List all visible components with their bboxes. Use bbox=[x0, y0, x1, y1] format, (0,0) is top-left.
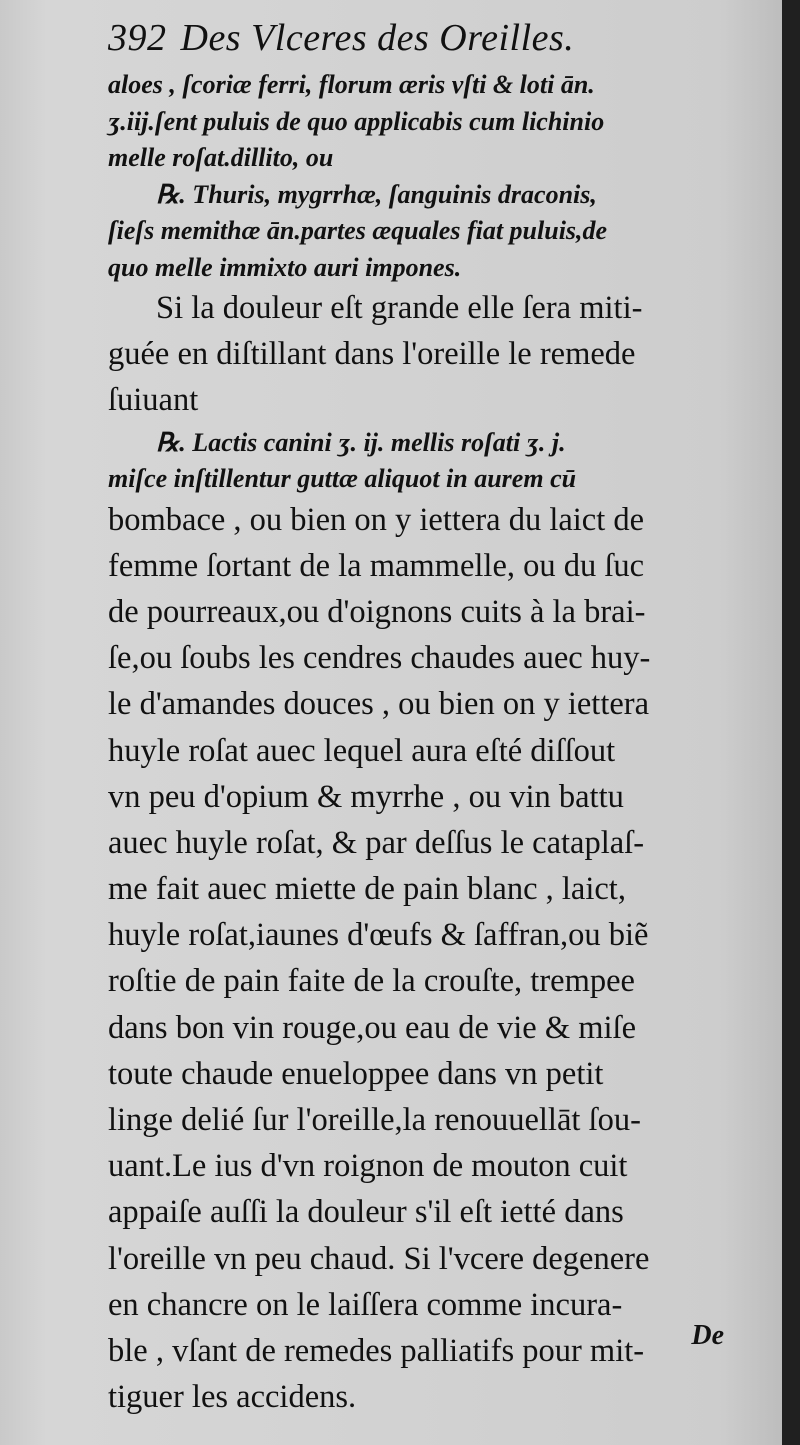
latin-text-line: ℞. Thuris, mygrrhæ, ſanguinis draconis, bbox=[156, 179, 597, 209]
text-line: uant.Le ius d'vn roignon de mouton cuit bbox=[108, 1148, 628, 1185]
page-edge-shadow bbox=[782, 0, 800, 1445]
latin-text-line: miſce inſtillentur guttæ aliquot in aurem cū bbox=[108, 464, 577, 494]
text-line: huyle roſat auec lequel aura eſté diſſout bbox=[108, 732, 616, 769]
text-line: ſuiuant bbox=[108, 382, 199, 419]
text-line: huyle roſat,iaunes d'œufs & ſaffran,ou biẽ bbox=[108, 917, 649, 954]
text-line: ble , vſant de remedes palliatifs pour mit- bbox=[108, 1332, 645, 1369]
text-line: vn peu d'opium & myrrhe , ou vin battu bbox=[108, 778, 624, 815]
text-line: Si la douleur eſt grande elle ſera miti- bbox=[156, 290, 643, 326]
page-number: 392 bbox=[108, 17, 167, 59]
latin-text-line: ʒ.iij.ſent puluis de quo applicabis cum lichinio bbox=[108, 106, 605, 136]
text-line: bombace , ou bien on y iettera du laict de bbox=[108, 501, 645, 538]
text-line: le d'amandes douces , ou bien on y iettera bbox=[108, 686, 650, 723]
text-line: auec huyle roſat, & par deſſus le cataplaſ- bbox=[108, 824, 645, 861]
running-title: Des Vlceres des Oreilles. bbox=[180, 17, 575, 59]
text-line: femme ſortant de la mammelle, ou du ſuc bbox=[108, 547, 645, 584]
latin-text-line: ſieſs memithæ ān.partes æquales fiat puluis,de bbox=[108, 216, 608, 245]
text-line: dans bon vin rouge,ou eau de vie & miſe bbox=[108, 1009, 636, 1046]
catchword: De bbox=[691, 1320, 724, 1351]
text-line: l'oreille vn peu chaud. Si l'vcere degenere bbox=[108, 1240, 650, 1277]
text-line: guée en diſtillant dans l'oreille le remede bbox=[108, 336, 636, 373]
text-line: me fait auec miette de pain blanc , laict, bbox=[108, 871, 626, 908]
text-line: linge delié ſur l'oreille,la renouuellāt ſou- bbox=[108, 1102, 641, 1138]
text-line: roſtie de pain faite de la crouſte, trempee bbox=[108, 963, 635, 1000]
text-line: tiguer les accidens. bbox=[108, 1379, 357, 1416]
body-text bbox=[108, 70, 748, 1424]
latin-text-line: melle roſat.dillito, ou bbox=[108, 143, 334, 172]
latin-text-line: ℞. Lactis canini ʒ. ij. mellis roſati ʒ. j. bbox=[156, 427, 566, 457]
text-line: de pourreaux,ou d'oignons cuits à la brai- bbox=[108, 593, 646, 630]
latin-text-line: aloes , ſcoriæ ferri, florum æris vſti & loti ān. bbox=[108, 70, 595, 99]
text-line: toute chaude enueloppee dans vn petit bbox=[108, 1055, 604, 1092]
text-line: ſe,ou ſoubs les cendres chaudes auec huy- bbox=[108, 640, 651, 677]
page-header bbox=[108, 16, 728, 68]
latin-text-line: quo melle immixto auri impones. bbox=[108, 252, 462, 282]
text-line: en chancre on le laiſſera comme incura- bbox=[108, 1286, 623, 1323]
text-line: appaiſe auſſi la douleur s'il eſt ietté dans bbox=[108, 1194, 624, 1231]
